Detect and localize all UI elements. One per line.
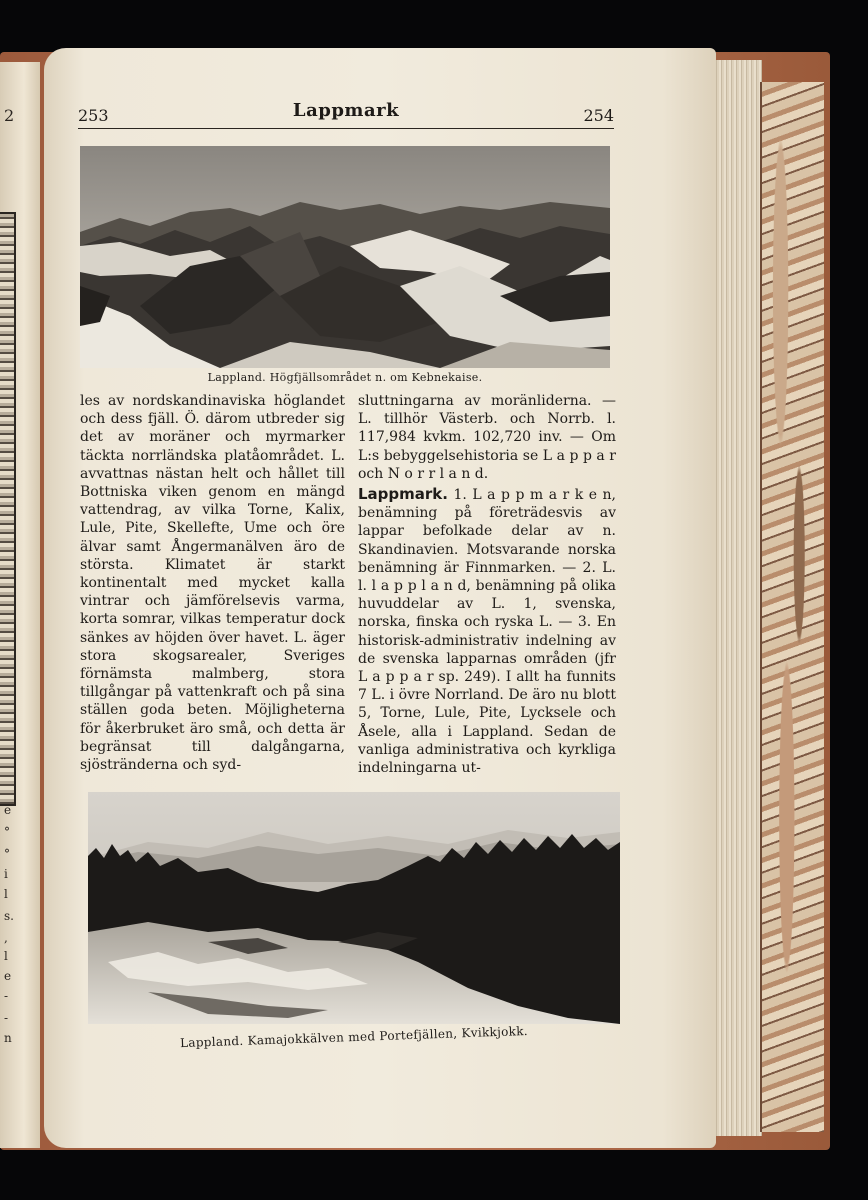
river-photo [88,792,620,1024]
left-page-fragment: ° [4,825,10,839]
left-page-fragment: l [4,949,8,963]
text-column-left [80,392,345,774]
headword-lappmark: Lappmark. [358,485,448,504]
mountain-photo [80,146,610,368]
left-page-edge [0,62,40,1148]
left-page-fragment: n [4,1031,12,1045]
photo-caption-top: Lappland. Högfjällsområdet n. om Kebnekaise. [207,371,483,384]
column-left-text: les av nordskandinaviska höglandet och dess fjäll. Ö. därom utbreder sig det av moräner och myrmarker täckta norrländska platåområdet. L. avvattnas nästan helt och hållet till Bottniska viken genom en mängd vattendrag, av vilka Torne, Kalix, Lule, Pite, Skellefte, Ume och öre älvar samt Ångermanälven äro de största. Klimatet är starkt kontinentalt med mycket kalla vintrar och jämförelsevis varma, korta somrar, vilkas temperatur dock sänkes av höjden över havet. L. äger stora skogsarealer, Sveriges förnämsta malmberg, stora tillgångar på vattenkraft och på sina ställen goda beten. Möjligheterna för åkerbruket äro små, och detta är begränsat till dalgångarna, sjöstränderna och syd- [80,393,345,774]
left-page-fragment: ° [4,847,10,861]
column-right-text-1: sluttningarna av moränliderna. — L. tillhör Västerb. och Norrb. l. 117,984 kvkm. 102,720 inv. — Om L:s bebyggelsehistoria se L a p p a r och N o r r l a n d. [358,393,616,482]
right-page-number: 254 [583,106,614,125]
left-page-fragment: s. [4,909,14,923]
left-page-fragment: e [4,803,12,817]
left-page-fragment: 2 [4,106,15,125]
photo-caption-bottom: Lappland. Kamajokkälven med Portefjällen, Kvikkjokk. [179,1023,529,1051]
text-column-right [358,392,616,777]
left-page-fragment: - [4,1011,9,1025]
left-page-fragment: - [4,989,9,1003]
left-page-fragment: l [4,887,8,901]
page-title: Lappmark [292,100,400,121]
left-page-fragment: , [4,931,8,945]
running-head [78,100,614,129]
marbled-edge [760,82,824,1132]
left-page-fragment: i [4,867,8,881]
page-block-edges [714,60,762,1136]
left-page-number: 253 [78,106,109,125]
column-right-text-2: 1. L a p p m a r k e n, benämning på företrädesvis av lappar befolkade delar av n. Skandinavien. Motsvarande norska benämning är Finnmarken. — 2. L. l. l a p p l a n d, benämning på olika huvuddelar av L. 1, svenska, norska, finska och ryska L. — 3. En historisk-administrativ indelning av de svenska lapparnas områden (jfr L a p p a r sp. 249). I allt ha funnits 7 L. i övre Norrland. De äro nu blott 5, Torne, Lule, Pite, Lycksele och Åsele, alla i Lappland. Sedan de vanliga administrativa och kyrkliga indelningarna ut- [358,487,616,777]
left-page-ornament [0,212,16,806]
left-page-fragment: e [4,969,12,983]
